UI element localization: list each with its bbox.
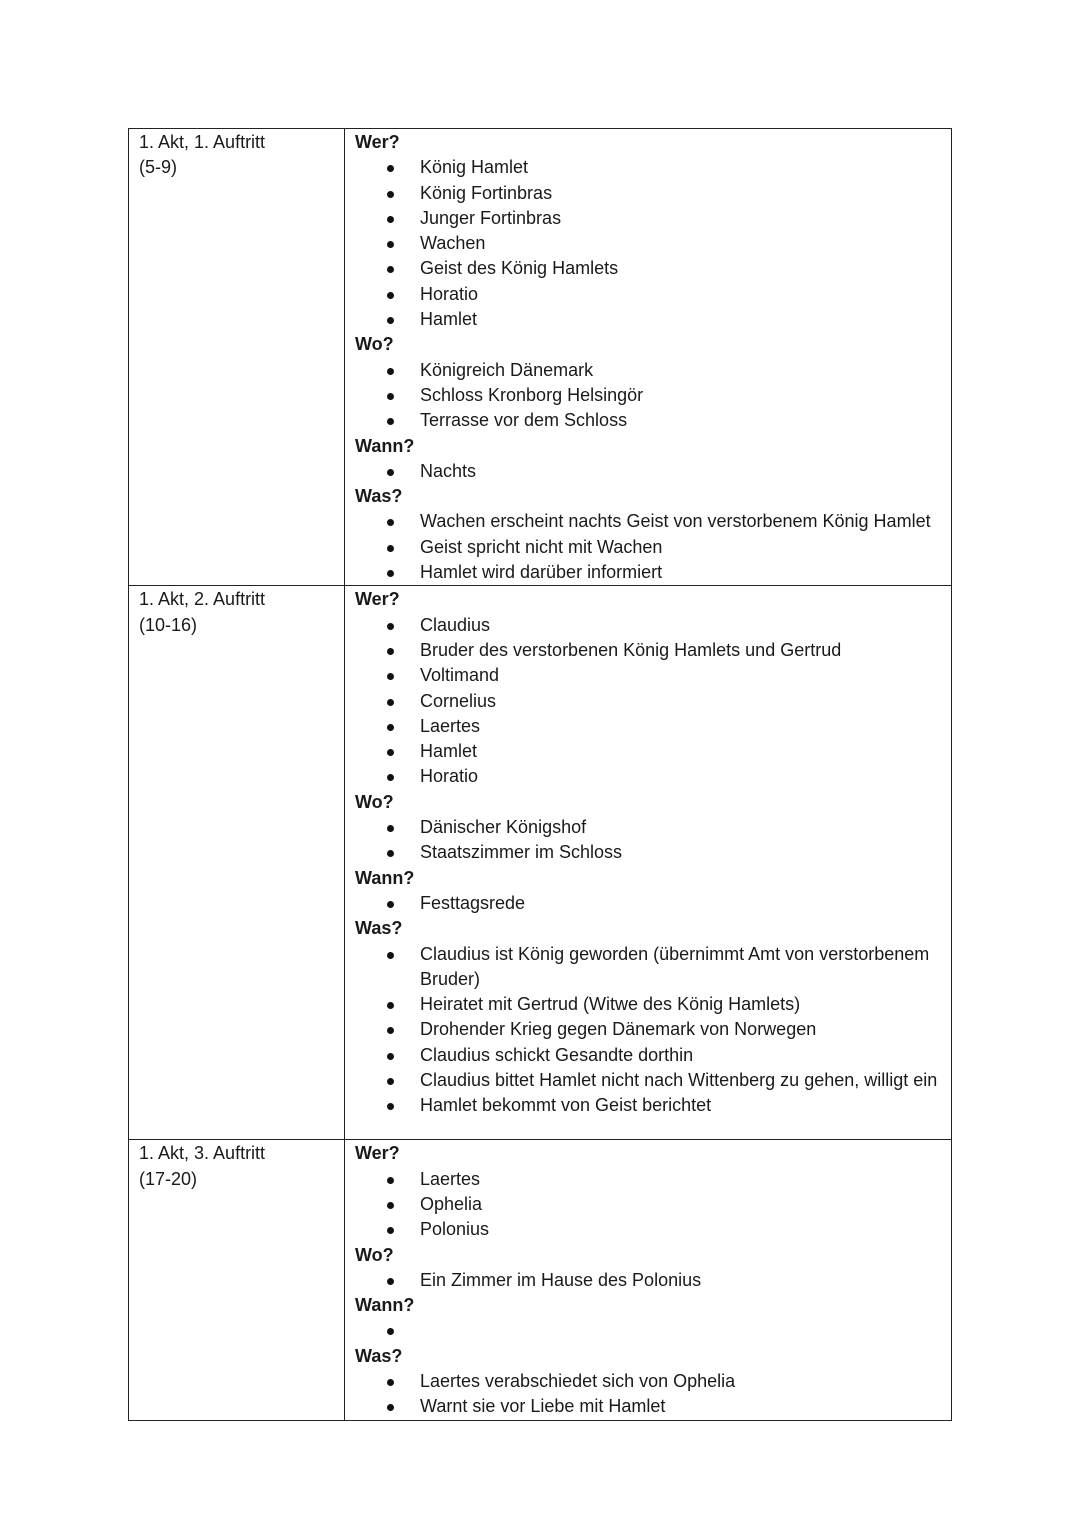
scene-pages: (5-9) — [139, 157, 178, 178]
list-item: Ein Zimmer im Hause des Polonius — [355, 1268, 941, 1293]
list-item: Claudius schickt Gesandte dorthin — [355, 1043, 941, 1068]
scene-pages: (10-16) — [139, 614, 198, 635]
list-item: Cornelius — [355, 689, 941, 714]
list-item: Königreich Dänemark — [355, 358, 941, 383]
section-label-was: Was? — [355, 918, 403, 939]
bullet-list — [355, 509, 941, 585]
list-item: Horatio — [355, 282, 941, 307]
list-item — [355, 1318, 941, 1343]
section-label-was: Was? — [355, 1345, 403, 1366]
scene-act: 1. Akt, 3. Auftritt — [139, 1143, 266, 1164]
list-item: Claudius — [355, 613, 941, 638]
section-label-wann: Wann? — [355, 867, 415, 888]
scene-act: 1. Akt, 2. Auftritt — [139, 589, 266, 610]
scene-overview-table — [128, 128, 952, 1421]
section-label-wer: Wer? — [355, 1143, 400, 1164]
list-item: Junger Fortinbras — [355, 206, 941, 231]
list-item: Ophelia — [355, 1192, 941, 1217]
bullet-list — [355, 1369, 941, 1420]
scene-heading-cell — [129, 1140, 345, 1420]
scene-content-cell — [345, 1140, 952, 1420]
scene-heading-cell — [129, 129, 345, 586]
section-label-wo: Wo? — [355, 1244, 394, 1265]
scene-row — [129, 129, 952, 586]
scene-row — [129, 586, 952, 1140]
section-label-wo: Wo? — [355, 791, 394, 812]
list-item: Wachen — [355, 231, 941, 256]
bullet-list — [355, 358, 941, 434]
scene-act: 1. Akt, 1. Auftritt — [139, 132, 266, 152]
list-item: Bruder des verstorbenen König Hamlets und Gertrud — [355, 638, 941, 663]
scene-row — [129, 1140, 952, 1420]
section-label-wann: Wann? — [355, 435, 415, 456]
list-item: Laertes verabschiedet sich von Ophelia — [355, 1369, 941, 1394]
list-item: König Fortinbras — [355, 181, 941, 206]
list-item: Claudius bittet Hamlet nicht nach Wittenberg zu gehen, willigt ein — [355, 1068, 941, 1093]
list-item: Claudius ist König geworden (übernimmt Amt von verstorbenem Bruder) — [355, 942, 941, 993]
bullet-list — [355, 459, 941, 484]
scene-pages: (17-20) — [139, 1168, 198, 1189]
list-item: Terrasse vor dem Schloss — [355, 408, 941, 433]
scene-heading-cell — [129, 586, 345, 1140]
section-label-wo: Wo? — [355, 334, 394, 355]
list-item: Geist des König Hamlets — [355, 256, 941, 281]
list-item: Voltimand — [355, 663, 941, 688]
bullet-list — [355, 613, 941, 790]
list-item: Hamlet wird darüber informiert — [355, 560, 941, 585]
list-item: Nachts — [355, 459, 941, 484]
list-item: König Hamlet — [355, 155, 941, 180]
list-item: Heiratet mit Gertrud (Witwe des König Hamlets) — [355, 992, 941, 1017]
scene-content-cell — [345, 586, 952, 1140]
list-item: Dänischer Königshof — [355, 815, 941, 840]
bullet-list — [355, 155, 941, 332]
scene-content-cell — [345, 129, 952, 586]
section-label-wer: Wer? — [355, 132, 400, 152]
bullet-list — [355, 942, 941, 1119]
bullet-list — [355, 815, 941, 866]
bullet-list — [355, 1167, 941, 1243]
list-item: Geist spricht nicht mit Wachen — [355, 535, 941, 560]
list-item: Schloss Kronborg Helsingör — [355, 383, 941, 408]
list-item: Horatio — [355, 764, 941, 789]
bullet-list — [355, 891, 941, 916]
list-item: Polonius — [355, 1217, 941, 1242]
section-label-was: Was? — [355, 486, 403, 507]
section-label-wer: Wer? — [355, 589, 400, 610]
list-item: Festtagsrede — [355, 891, 941, 916]
list-item: Staatszimmer im Schloss — [355, 840, 941, 865]
list-item: Hamlet bekommt von Geist berichtet — [355, 1093, 941, 1118]
bullet-list — [355, 1268, 941, 1293]
list-item: Hamlet — [355, 307, 941, 332]
list-item: Wachen erscheint nachts Geist von verstorbenem König Hamlet — [355, 509, 941, 534]
section-label-wann: Wann? — [355, 1295, 415, 1316]
list-item: Laertes — [355, 1167, 941, 1192]
list-item: Warnt sie vor Liebe mit Hamlet — [355, 1394, 941, 1419]
list-item: Drohender Krieg gegen Dänemark von Norwegen — [355, 1017, 941, 1042]
bullet-list — [355, 1318, 941, 1343]
list-item: Laertes — [355, 714, 941, 739]
list-item: Hamlet — [355, 739, 941, 764]
